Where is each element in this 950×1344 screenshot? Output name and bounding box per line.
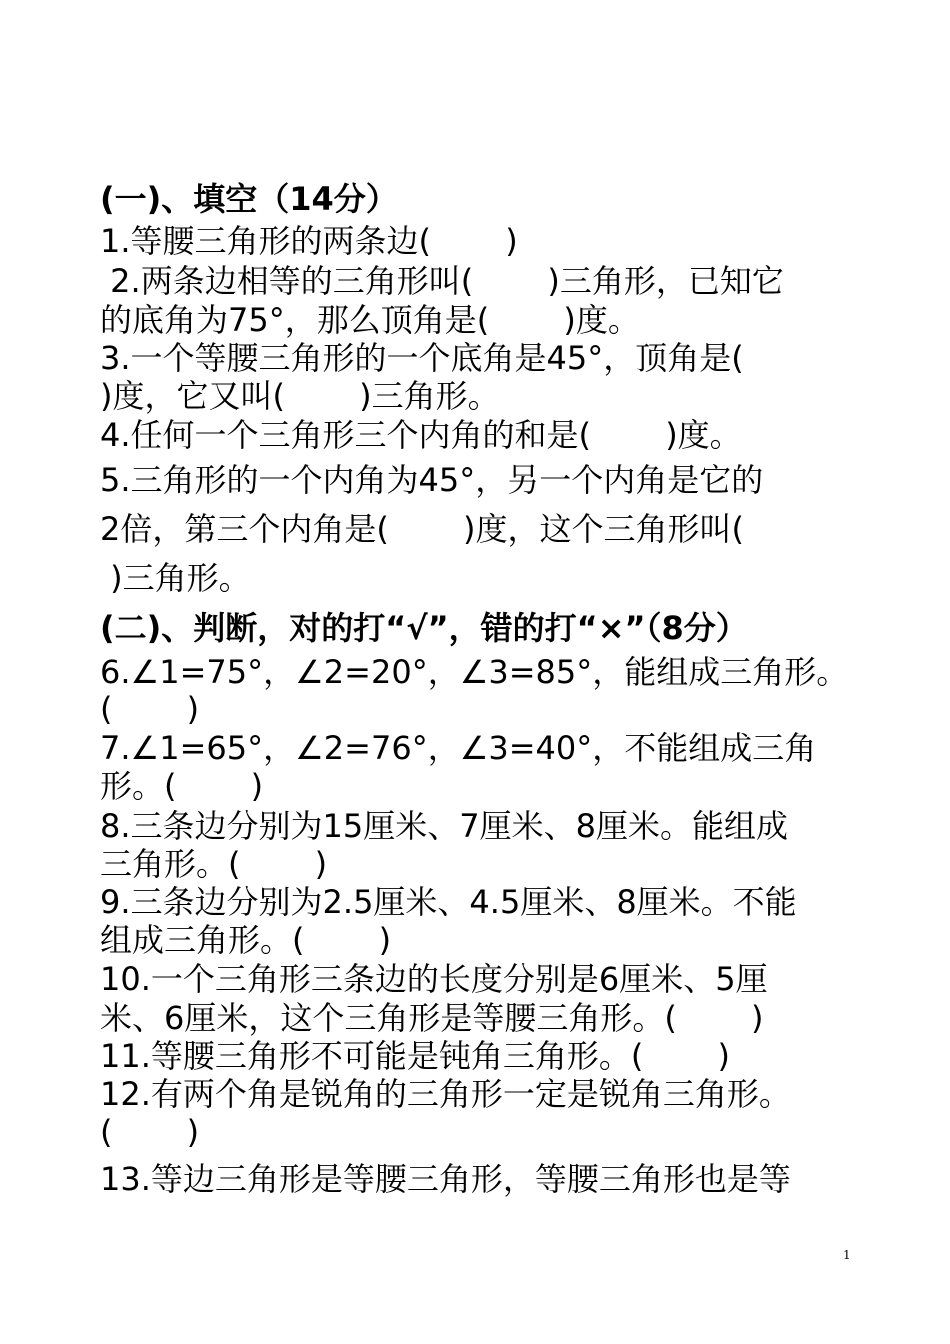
question-2-line-1: 2.两条边相等的三角形叫( )三角形，已知它 bbox=[100, 262, 784, 300]
question-7-line-1: 7.∠1=65°，∠2=76°，∠3=40°，不能组成三角 bbox=[100, 729, 817, 767]
question-5-line-1: 5.三角形的一个内角为45°，另一个内角是它的 bbox=[100, 461, 764, 499]
question-3-line-2: )度，它又叫( )三角形。 bbox=[100, 377, 500, 415]
question-6-line-1: 6.∠1=75°，∠2=20°，∠3=85°，能组成三角形。 bbox=[100, 653, 849, 691]
question-7-line-2: 形。( ) bbox=[100, 767, 264, 805]
question-9-line-1: 9.三条边分别为2.5厘米、4.5厘米、8厘米。不能 bbox=[100, 883, 797, 921]
question-10-line-2: 米、6厘米，这个三角形是等腰三角形。( ) bbox=[100, 999, 764, 1037]
question-5-line-2: 2倍，第三个内角是( )度，这个三角形叫( bbox=[100, 510, 744, 548]
question-13-line-1: 13.等边三角形是等腰三角形，等腰三角形也是等 bbox=[100, 1160, 791, 1198]
question-2-line-2: 的底角为75°，那么顶角是( )度。 bbox=[100, 301, 640, 339]
question-8-line-2: 三角形。( ) bbox=[100, 845, 328, 883]
question-9-line-2: 组成三角形。( ) bbox=[100, 921, 392, 959]
question-8-line-1: 8.三条边分别为15厘米、7厘米、8厘米。能组成 bbox=[100, 807, 788, 845]
question-10-line-1: 10.一个三角形三条边的长度分别是6厘米、5厘 bbox=[100, 960, 768, 998]
question-12-line-1: 12.有两个角是锐角的三角形一定是锐角三角形。 bbox=[100, 1075, 791, 1113]
question-5-line-3: )三角形。 bbox=[100, 559, 251, 597]
question-6-line-2: ( ) bbox=[100, 690, 200, 728]
question-3-line-1: 3.一个等腰三角形的一个底角是45°，顶角是( bbox=[100, 339, 744, 377]
question-1-line: 1.等腰三角形的两条边( ) bbox=[100, 222, 518, 260]
page-number: 1 bbox=[843, 1248, 851, 1262]
section2-heading: (二)、判断，对的打“√”，错的打“×”（8分） bbox=[100, 609, 748, 647]
section1-heading: (一)、填空（14分） bbox=[100, 180, 398, 218]
question-12-line-2: ( ) bbox=[100, 1113, 200, 1151]
question-4-line: 4.任何一个三角形三个内角的和是( )度。 bbox=[100, 416, 742, 454]
question-11-line: 11.等腰三角形不可能是钝角三角形。( ) bbox=[100, 1037, 731, 1075]
